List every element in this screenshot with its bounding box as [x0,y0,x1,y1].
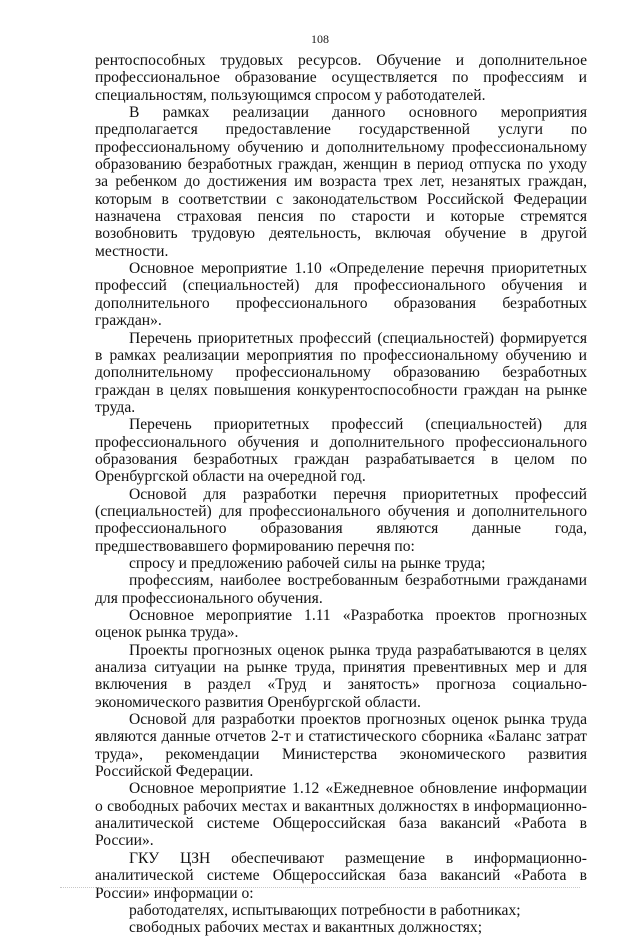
paragraph: Основное мероприятие 1.10 «Определение перечня приоритетных профессий (специальностей) для профессионального обучения и дополнительного профессионального образования безработных граждан». [95,260,587,330]
body-text [95,52,587,937]
paragraph: Основное мероприятие 1.12 «Ежедневное обновление информации о свободных рабочих местах и вакантных должностях в информационно-аналитической системе Общероссийская база вакансий «Работа в России». [95,780,587,850]
paragraph: Основное мероприятие 1.11 «Разработка проектов прогнозных оценок рынка труда». [95,607,587,642]
scan-artifact-line [60,887,580,889]
paragraph: рентоспособных трудовых ресурсов. Обучение и дополнительное профессиональное образование осуществляется по профессиям и специальностям, пользующимся спросом у работодателей. [95,52,587,104]
paragraph: Перечень приоритетных профессий (специальностей) для профессионального обучения и дополнительного профессионального образования безработных граждан разрабатывается в целом по Оренбургской области на очередной год. [95,416,587,486]
paragraph: Основой для разработки проектов прогнозных оценок рынка труда являются данные отчетов 2-т и статистического сборника «Баланс затрат труда», рекомендации Министерства экономического развития Российской Федерации. [95,711,587,781]
page-number: 108 [311,32,329,46]
paragraph: Основой для разработки перечня приоритетных профессий (специальностей) для профессионального обучения и дополнительного профессионального образования являются данные года, предшествовавшего формированию перечня по: [95,485,587,555]
list-item: свободных рабочих местах и вакантных должностях; [129,919,483,937]
paragraph: Перечень приоритетных профессий (специальностей) формируется в рамках реализации мероприятия по профессиональному обучению и дополнительному профессиональному образованию безработных граждан в целях повышения конкурентоспособности граждан на рынке труда. [95,329,587,416]
list-item: спросу и предложению рабочей силы на рынке труда; [129,554,486,572]
paragraph: ГКУ ЦЗН обеспечивают размещение в информационно-аналитической системе Общероссийская база вакансий «Работа в России» информации о: [95,849,587,902]
list-item: работодателях, испытывающих потребности в работниках; [129,901,521,919]
list-item: профессиям, наиболее востребованным безработными гражданами для профессионального обучения. [95,572,587,607]
paragraph: В рамках реализации данного основного мероприятия предполагается предоставление государственной услуги по профессиональному обучению и дополнительному профессиональному образованию безработных граждан, женщин в период отпуска по уходу за ребенком до достижения им возраста трех лет, незанятых граждан, которым в соответствии с законодательством Российской Федерации назначена страховая пенсия по старости и которые стремятся возобновить трудовую деятельность, включая обучение в другой местности. [95,104,587,260]
paragraph: Проекты прогнозных оценок рынка труда разрабатываются в целях анализа ситуации на рынке труда, принятия превентивных мер и для включения в раздел «Труд и занятость» прогноза социально-экономического развития Оренбургской области. [95,641,587,711]
